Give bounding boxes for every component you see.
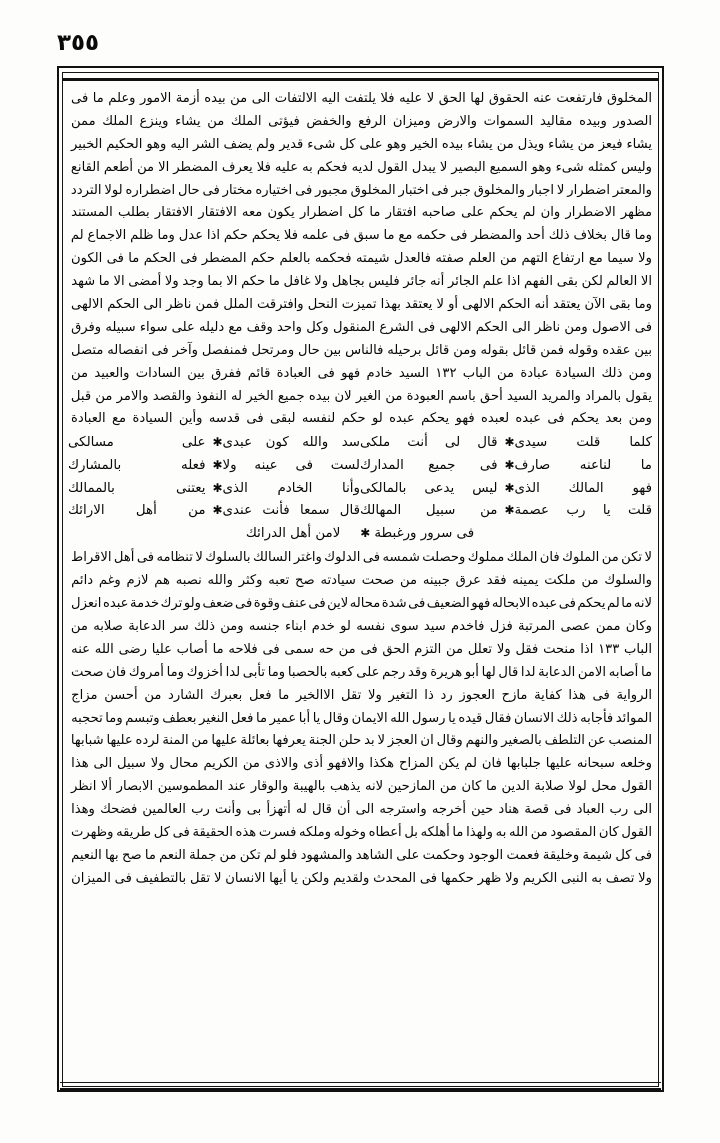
verse-separator-icon: ✱ (360, 525, 371, 540)
hemistich-3: وأنا الخادم الذى (222, 480, 360, 496)
body-text-line: فى الاصول ومن ناظر الى الحكم الالهى فى الشرع المنقول وكل واحد وقف مع دلیله على سواء سبیله وفرق (71, 319, 652, 335)
hemistich-2: فى جمیع المدارك (360, 457, 498, 473)
closing-hemistich-2: لامن أهل الدرائك (245, 525, 341, 541)
body-text-line: لا تكن من الملوك فان الملك مملوك وحصلت شمسه فى الدلوك واغتر السالك بالسلوك لا تنظامه فى أهل الاقراط (71, 550, 652, 566)
verse-line (68, 500, 652, 523)
body-text-line: وكان ممن عصى المرتبة فزل فاخدم سید سوى نفسه لو خدم ابناء جنسه ومن ذلك سر الدعابة صلابه من (70, 619, 652, 634)
hemistich-1: ما لناعنه صارف (514, 457, 652, 473)
bottom-rule-heavy (60, 1088, 661, 1092)
hemistich-1: كلما قلت سیدى (514, 435, 652, 451)
body-text-line: القول كان المقصود من الله به ولهذا ما أهلكه بل أعطاه وخوله وملكه فسرت هذه الحقیقة فى كل طریقه وظهرت (71, 825, 652, 841)
hemistich-1: قلت یا رب عصمة (514, 503, 652, 519)
top-rule (62, 78, 659, 81)
verse-separator-icon: ✱ (212, 457, 223, 472)
verse-line (68, 455, 652, 478)
body-text-line: ولا تصف به النبى الكریم ولا ظهر حكمها فى المحدث ولقدیم ولكن یا أیها الانسان لا تقل بالتطفیف فى المیزان (71, 870, 652, 886)
body-text-line: یشاء فیعز من یشاء ویذل من یشاء بیده الخیر وهو على كل شىء قدیر ولم یضف الشر الیه وهو الحكیم الخبیر (71, 136, 652, 152)
body-text-line: الصدور وبیده مقالید السموات والارض ومیزان الرفع والخفض فیؤتى الملك من یشاء وینزع الملك ممن (71, 113, 652, 129)
body-block-top (68, 88, 652, 431)
body-text-line: المخلوق فارتفعت عنه الحقوق لها الحق لا علیه فلا یلتفت الیه الالتفات الى من بیده أزمة الامور وعلم ما فى (71, 91, 652, 106)
body-text-line: القول محل لولا صلابة الدین ما كان من المازحین لانه یذهب بالهیبة والوقار عند المطموسین الابصار ألا انظر (71, 779, 652, 795)
verse-block (68, 432, 652, 545)
verse-separator-icon: ✱ (504, 435, 515, 450)
verse-separator-icon: ✱ (212, 480, 223, 495)
body-text-line: فى كل شیمة وخلیقة فعمت الوجود وحكمت على الشاهد والمشهود فلو لم تكن من جملة النعم ما صح بها النعیم (71, 847, 652, 863)
body-text-line: وما بقى الآن یعتقد أنه الحكم الالهى أو لا یعتقد بهذا تمیزت النحل وافترقت الملل فمن ناظر الى الحكم الالهى (71, 297, 652, 313)
body-text-line: الروایة فى هذا كفایة مازح العجوز رد ذا التغیر ولا تقل الاالخیر ما فعل بعبرك الشارد من أحسن مزاج (71, 687, 652, 703)
hemistich-4: فعله بالمشارك (68, 457, 206, 473)
verse-separator-icon: ✱ (504, 457, 515, 472)
body-text-line: المنصب عن التلطف بالصغیر والنهم وقال ان العجز لا بد حلن الجنة یعرفها بعائلة علیها من المنة لرده علیها شبابها (70, 733, 652, 749)
verse-line-closing (68, 523, 652, 546)
hemistich-2: قال لى أنت ملكى (360, 435, 498, 451)
body-text-line: الى رب العباد فى قصة هناد حین أخرجه واسترجه الى أن قال له أتهزأ بى وأنت رب العالمین فضحك وهذا (71, 802, 652, 818)
body-text-line: والسلوك من ملكت یمینه فقد عرق جبینه من صحت سیادته صح تعبه وكثر والله نصبه هم لازم وغم دائم (71, 573, 652, 589)
body-text-line: وخلعه سبحانه علیها جلبابها فان لم یكن المزاح هكذا والافهو أذى والاذى من الكریم محال ولا سبیل الى هذا (71, 756, 652, 772)
body-text-line: مظهر الاضطرار وان لم یحكم على صاحبه افتقار ما كل اضطرار یكون معه الافتقار الافتقار بطلب المستند (71, 205, 652, 221)
hemistich-3: سد والله كون عبدى (222, 435, 360, 451)
verse-line (68, 478, 652, 501)
body-text-line: الباب ١٣٣ اذا منحت فقل ولا تعلل من التزم الحق فى من حه سمى فى فلاحه ما أصاب علیا رضى الله عنه (71, 641, 652, 657)
verse-line (68, 432, 652, 455)
body-text-line: لانه ما لم یحكم فى عبده الابحاله فهو الضعیف فى شدة محاله لاین فى عنف وقوة فى ضعف ولو ترك خدمة عبده انعزل (71, 596, 652, 612)
page-number: ٣٥٥ (56, 30, 100, 56)
hemistich-3: قال سمعا فأنت عندى (222, 503, 360, 519)
body-text-line: بین عقده وقوله فمن قائل بقوله ومن قائل برحیله فالناس بین حال ومرتحل فمنفصل وآخر فى انفصاله متصل (71, 342, 652, 358)
hemistich-4: یعتنى بالممالك (68, 480, 206, 496)
body-text-line: وما قال بخلاف ذلك أحد والمضطر فى حكمه مع ما سبق فى علمه فلا یحكم حكم اذا عدل وما ظلم الاجماع لم (70, 228, 652, 244)
hemistich-2: لیس یدعى بالمالكى (360, 480, 498, 496)
bottom-rule-thin (60, 1082, 661, 1083)
body-block-bottom (68, 547, 652, 890)
verse-separator-icon: ✱ (504, 480, 515, 495)
hemistich-1: فهو المالك الذى (514, 480, 652, 496)
body-text-line: الموائد فأجابه ذلك الانسان فقال قیده یا رسول الله الایمان وقال یا أبا عمیر ما فعل النغیر بعطف وتبسم وما تحجبه (71, 710, 652, 726)
body-text-line: الا العالم لكن بقى الفهم اذا علم الجائر أنه جائر فلیس بجاهل ولا غافل ما حكم الا بما وجد ولا أمضى الا ما شهد (71, 274, 652, 290)
hemistich-2: من سبیل المهالك (360, 503, 498, 519)
hemistich-3: لست فى عینه ولا (222, 457, 360, 473)
body-text-line: ومن بعد یحكم فى عبده لعبده فهو یحكم عبده لو حكم لنفسه لبقى فى قدسه وأین السیادة مع العبادة (71, 411, 652, 427)
body-text-line: ولیس كمثله شىء وهو السمیع البصیر لا یبدل القول لدیه فحكم به علیه فلا یعرف المضطر الا من أطعم القانع (70, 159, 652, 175)
text-column (68, 88, 652, 1080)
hemistich-4: على مسالكى (68, 435, 206, 451)
body-text-line: ومن ذلك السیادة عبادة من الباب ١٣٢ السید خادم فهو فى العبادة قائم ففرق بین السادات والعبید من (71, 365, 652, 381)
verse-separator-icon: ✱ (212, 503, 223, 518)
body-text-line: یقول بالمراد والمرید السید أحق باسم العبودة من الغیر لان بیده جمیع الخیر له النفوذ والقصد والامر من قبل (70, 388, 652, 404)
verse-separator-icon: ✱ (212, 435, 223, 450)
body-text-line: ما أصابه الامن الدعابة لدا قال لها أبو هریرة وقد رجم على كعبه بالحصبا وما تأبى لدا أخزوك وما أمروك فان صحت (71, 664, 652, 680)
hemistich-4: من أهل الارائك (68, 503, 206, 519)
closing-hemistich-1: فى سرور ورغبطة (374, 525, 475, 541)
body-text-line: ولا سیما مع ارتفاع التهم من العلم صفته فالعدل شیمته فحكمه بالعلم حكم المضطر فى الحكم ما فى الكون (70, 251, 652, 267)
verse-separator-icon: ✱ (504, 503, 515, 518)
body-text-line: والمعتر اضطرار لا اجبار والمخلوق جبر فى اختبار المخلوق مجبور فى اختیاره مختار فى حال اضطراره لولا التردد (70, 182, 652, 198)
